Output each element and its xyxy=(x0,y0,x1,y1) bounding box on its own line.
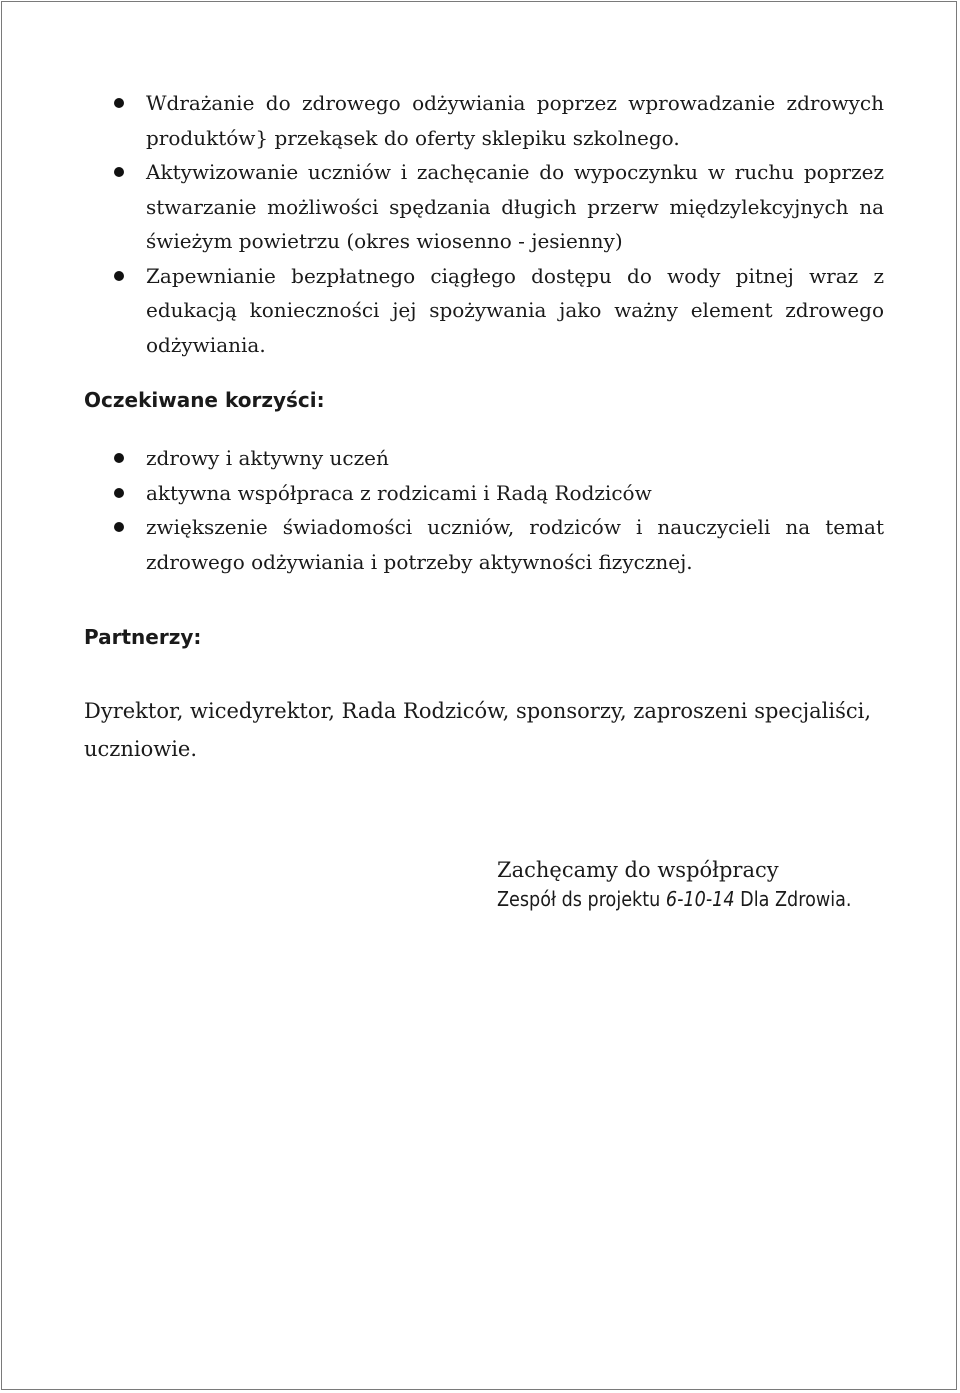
benefits-heading: Oczekiwane korzyści: xyxy=(84,388,325,412)
list-item xyxy=(84,476,884,511)
project-number: 6-10-14 xyxy=(665,887,735,911)
closing-signature xyxy=(497,856,900,914)
bullet-icon xyxy=(114,522,124,532)
partners-text: Dyrektor, wicedyrektor, Rada Rodziców, sponsorzy, zaproszeni specjaliści, uczniowie. xyxy=(84,699,871,761)
activity-text: Aktywizowanie uczniów i zachęcanie do wypoczynku w ruchu poprzez stwarzanie możliwości spędzania długich przerw międzylekcyjnych na świeżym powietrzu (okres wiosenno - jesienny) xyxy=(146,160,884,253)
benefit-text: aktywna współpraca z rodzicami i Radą Rodziców xyxy=(146,480,652,505)
list-item xyxy=(84,510,884,579)
list-item xyxy=(84,86,884,155)
bullet-icon xyxy=(114,453,124,463)
bullet-icon xyxy=(114,167,124,177)
list-item xyxy=(84,259,884,363)
document-body xyxy=(84,86,884,768)
closing-team-suffix: Dla Zdrowia. xyxy=(734,887,852,911)
benefits-list xyxy=(84,441,884,579)
partners-heading: Partnerzy: xyxy=(84,625,202,649)
activities-list xyxy=(84,86,884,362)
list-item xyxy=(84,441,884,476)
bullet-icon xyxy=(114,98,124,108)
activity-text: Zapewnianie bezpłatnego ciągłego dostępu do wody pitnej wraz z edukacją konieczności jej spożywania jako ważny element zdrowego odżywiania. xyxy=(146,263,884,357)
closing-invitation: Zachęcamy do współpracy xyxy=(497,858,779,882)
closing-team-prefix: Zespół ds projektu xyxy=(497,887,666,911)
list-item xyxy=(84,155,884,259)
closing-team xyxy=(497,884,852,914)
activity-text: Wdrażanie do zdrowego odżywiania poprzez wprowadzanie zdrowych produktów} przekąsek do oferty sklepiku szkolnego. xyxy=(146,91,884,150)
bullet-icon xyxy=(114,488,124,498)
benefit-text: zdrowy i aktywny uczeń xyxy=(146,446,389,470)
benefit-text: zwiększenie świadomości uczniów, rodziców i nauczycieli na temat zdrowego odżywiania i potrzeby aktywności fizycznej. xyxy=(146,515,884,574)
bullet-icon xyxy=(114,271,124,281)
